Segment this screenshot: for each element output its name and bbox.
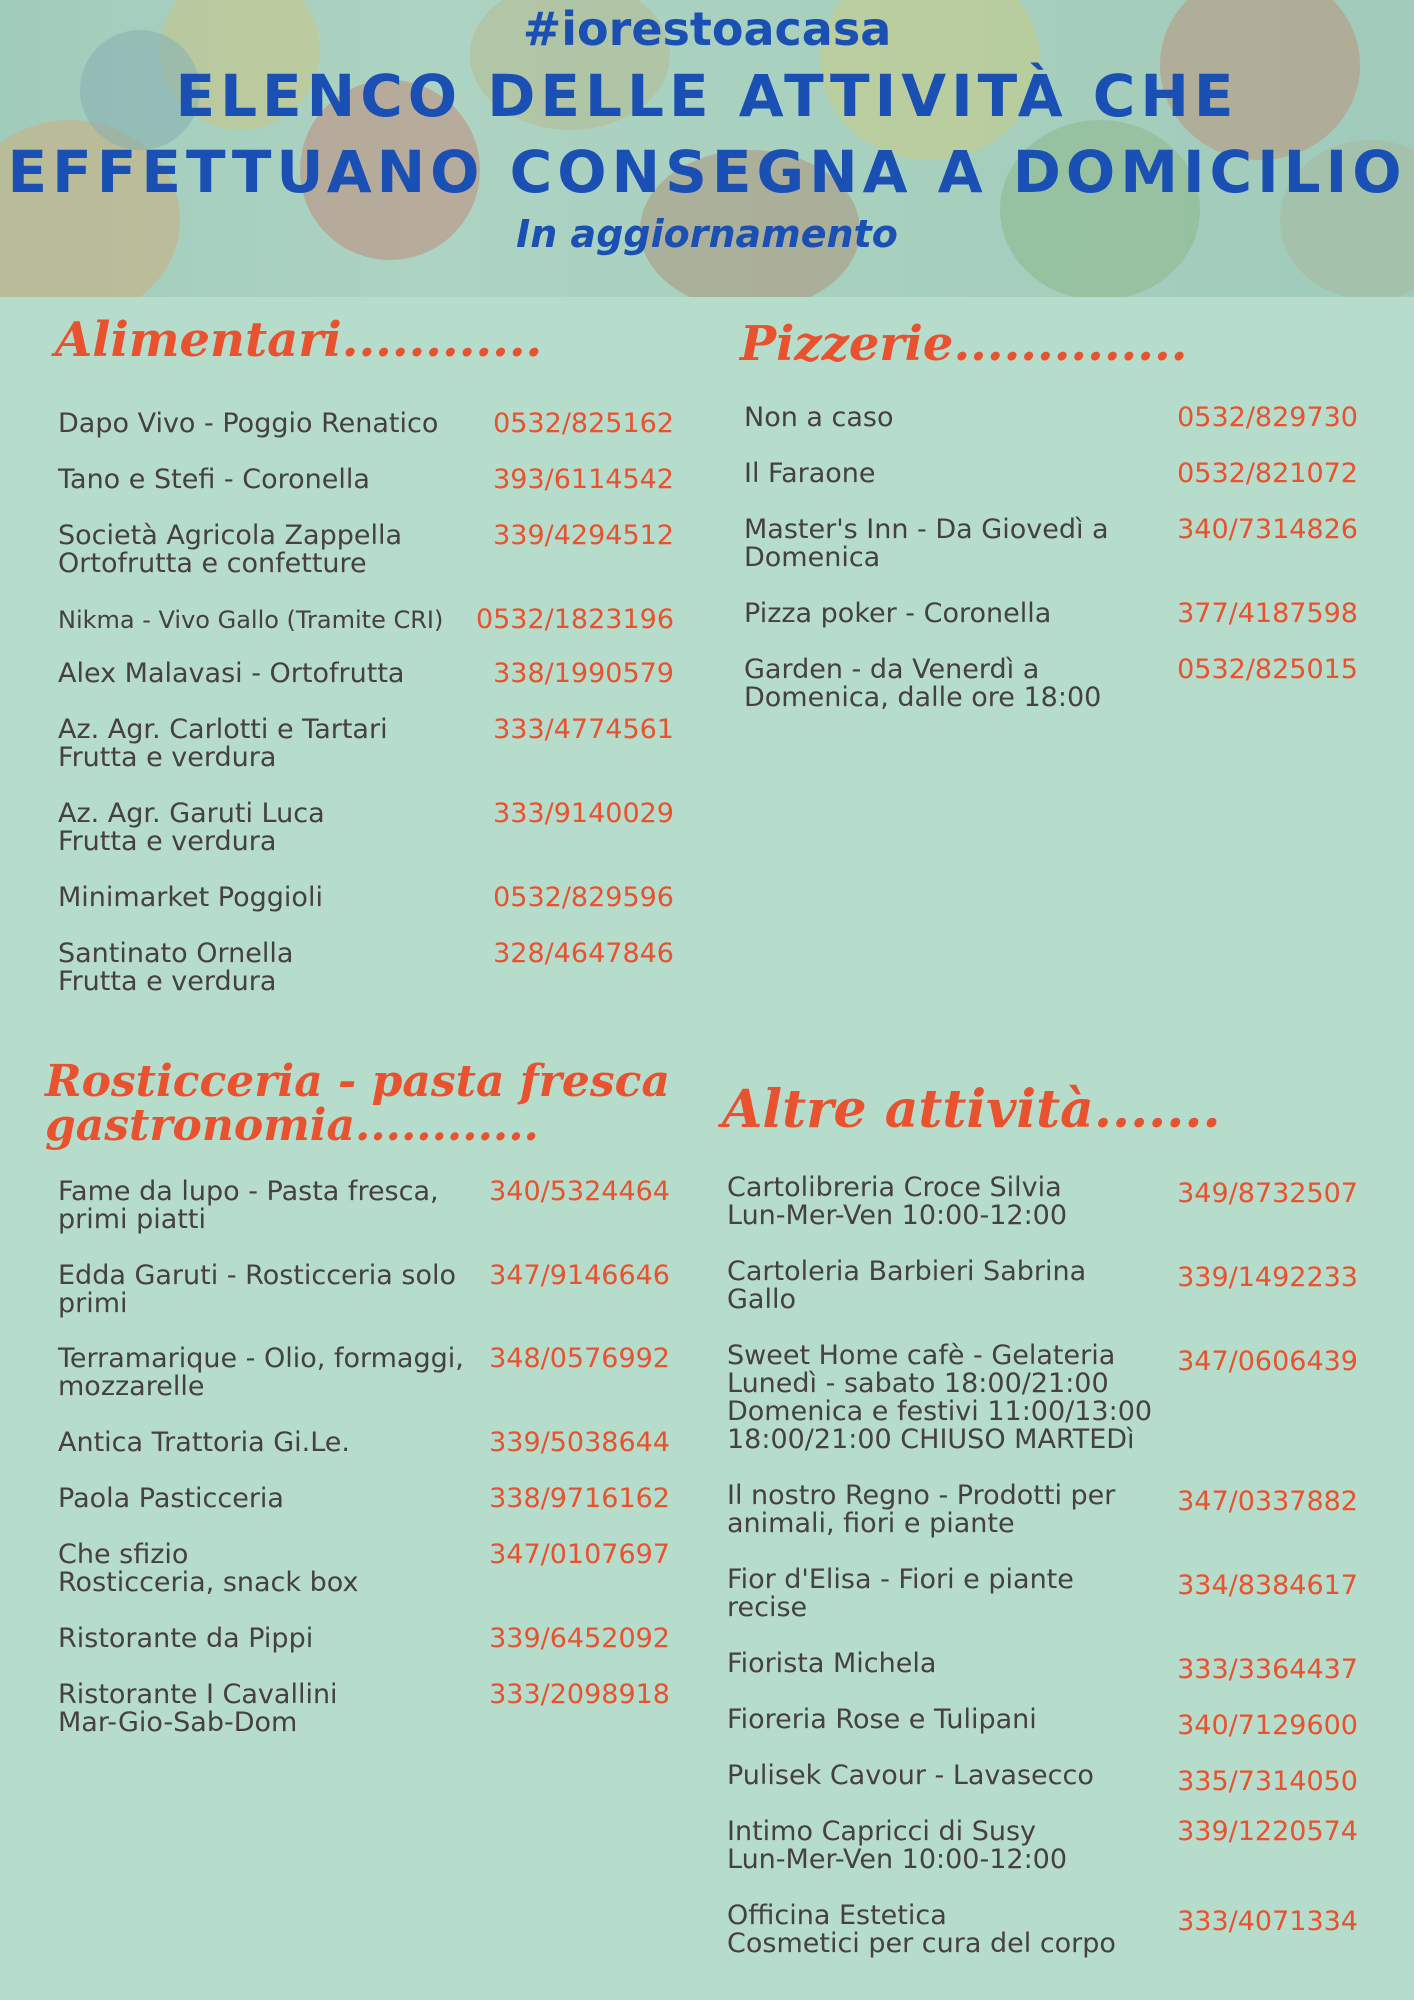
phone-number: 333/3364437 bbox=[1177, 1654, 1358, 1685]
business-name: Fame da lupo - Pasta fresca, primi piatti bbox=[58, 1176, 439, 1235]
business-name: Pulisek Cavour - Lavasecco bbox=[727, 1760, 1094, 1791]
business-name: Az. Agr. Carlotti e Tartari Frutta e verdura bbox=[58, 714, 388, 773]
business-name: Società Agricola Zappella Ortofrutta e confetture bbox=[58, 520, 403, 579]
phone-number: 333/2098918 bbox=[489, 1679, 670, 1710]
phone-number: 328/4647846 bbox=[493, 938, 674, 969]
business-name: Master's Inn - Da Giovedì a Domenica bbox=[744, 514, 1109, 573]
business-name: Fiorista Michela bbox=[727, 1648, 937, 1679]
business-name: Officina Estetica Cosmetici per cura del corpo bbox=[727, 1900, 1116, 1959]
business-name: Garden - da Venerdì a Domenica, dalle ore 18:00 bbox=[744, 654, 1102, 713]
section-title-altre-attivita: Altre attività....... bbox=[722, 1079, 1221, 1140]
business-name: Dapo Vivo - Poggio Renatico bbox=[58, 408, 439, 439]
business-name: Antica Trattoria Gi.Le. bbox=[58, 1427, 351, 1458]
phone-number: 0532/1823196 bbox=[475, 604, 674, 635]
phone-number: 0532/821072 bbox=[1177, 458, 1358, 489]
section-title-alimentari: Alimentari............ bbox=[55, 312, 543, 368]
phone-number: 377/4187598 bbox=[1177, 598, 1358, 629]
business-name: Non a caso bbox=[744, 402, 894, 433]
business-name: Cartoleria Barbieri Sabrina Gallo bbox=[727, 1256, 1087, 1315]
business-name: Nikma - Vivo Gallo (Tramite CRI) bbox=[58, 606, 444, 634]
page-title-line2: EFFETTUANO CONSEGNA A DOMICILIO bbox=[7, 138, 1407, 206]
business-name: Intimo Capricci di Susy Lun-Mer-Ven 10:00-12:00 bbox=[727, 1816, 1068, 1875]
phone-number: 335/7314050 bbox=[1177, 1766, 1358, 1797]
phone-number: 347/0606439 bbox=[1177, 1346, 1358, 1377]
phone-number: 339/1220574 bbox=[1177, 1816, 1358, 1847]
business-name: Az. Agr. Garuti Luca Frutta e verdura bbox=[58, 798, 325, 857]
phone-number: 339/5038644 bbox=[489, 1427, 670, 1458]
business-name: Il Faraone bbox=[744, 458, 876, 489]
page-title-line1: ELENCO DELLE ATTIVITÀ CHE bbox=[175, 62, 1239, 130]
phone-number: 339/6452092 bbox=[489, 1623, 670, 1654]
header-banner bbox=[0, 0, 1414, 297]
phone-number: 347/0337882 bbox=[1177, 1486, 1358, 1517]
business-name: Che sfizio Rosticceria, snack box bbox=[58, 1539, 359, 1598]
phone-number: 338/1990579 bbox=[493, 658, 674, 689]
business-name: Paola Pasticceria bbox=[58, 1483, 284, 1514]
phone-number: 340/7129600 bbox=[1177, 1710, 1358, 1741]
phone-number: 0532/829596 bbox=[493, 882, 674, 913]
phone-number: 339/1492233 bbox=[1177, 1262, 1358, 1293]
phone-number: 347/0107697 bbox=[489, 1539, 670, 1570]
business-name: Ristorante I Cavallini Mar-Gio-Sab-Dom bbox=[58, 1679, 338, 1738]
business-name: Cartolibreria Croce Silvia Lun-Mer-Ven 10:00-12:00 bbox=[727, 1172, 1068, 1231]
section-title-pizzerie: Pizzerie.............. bbox=[740, 316, 1188, 372]
phone-number: 349/8732507 bbox=[1177, 1178, 1358, 1209]
business-name: Minimarket Poggioli bbox=[58, 882, 323, 913]
business-name: Terramarique - Olio, formaggi, mozzarelle bbox=[58, 1343, 464, 1402]
hashtag: #iorestoacasa bbox=[522, 2, 892, 56]
phone-number: 333/4774561 bbox=[493, 714, 674, 745]
phone-number: 338/9716162 bbox=[489, 1483, 670, 1514]
business-name: Pizza poker - Coronella bbox=[744, 598, 1052, 629]
phone-number: 333/9140029 bbox=[493, 798, 674, 829]
phone-number: 348/0576992 bbox=[489, 1343, 670, 1374]
subtitle: In aggiornamento bbox=[516, 212, 898, 256]
business-name: Ristorante da Pippi bbox=[58, 1623, 314, 1654]
section-title-rosticceria-line2: gastronomia............ bbox=[45, 1100, 539, 1151]
phone-number: 334/8384617 bbox=[1177, 1570, 1358, 1601]
business-name: Fior d'Elisa - Fiori e piante recise bbox=[727, 1564, 1074, 1623]
phone-number: 0532/829730 bbox=[1177, 402, 1358, 433]
phone-number: 340/7314826 bbox=[1177, 514, 1358, 545]
business-name: Santinato Ornella Frutta e verdura bbox=[58, 938, 294, 997]
business-name: Alex Malavasi - Ortofrutta bbox=[58, 658, 405, 689]
business-name: Fioreria Rose e Tulipani bbox=[727, 1704, 1037, 1735]
business-name: Il nostro Regno - Prodotti per animali, fiori e piante bbox=[727, 1480, 1116, 1539]
phone-number: 0532/825162 bbox=[493, 408, 674, 439]
section-title-rosticceria-line1: Rosticceria - pasta fresca bbox=[45, 1056, 670, 1107]
business-name: Tano e Stefi - Coronella bbox=[58, 464, 370, 495]
phone-number: 393/6114542 bbox=[493, 464, 674, 495]
phone-number: 0532/825015 bbox=[1177, 654, 1358, 685]
phone-number: 340/5324464 bbox=[489, 1176, 670, 1207]
phone-number: 339/4294512 bbox=[493, 520, 674, 551]
business-name: Sweet Home cafè - Gelateria Lunedì - sabato 18:00/21:00 Domenica e festivi 11:00/13:00 18:00/21:00 CHIUSO MARTEDì bbox=[727, 1340, 1153, 1455]
business-name: Edda Garuti - Rosticceria solo primi bbox=[58, 1260, 456, 1319]
phone-number: 347/9146646 bbox=[489, 1260, 670, 1291]
phone-number: 333/4071334 bbox=[1177, 1906, 1358, 1937]
